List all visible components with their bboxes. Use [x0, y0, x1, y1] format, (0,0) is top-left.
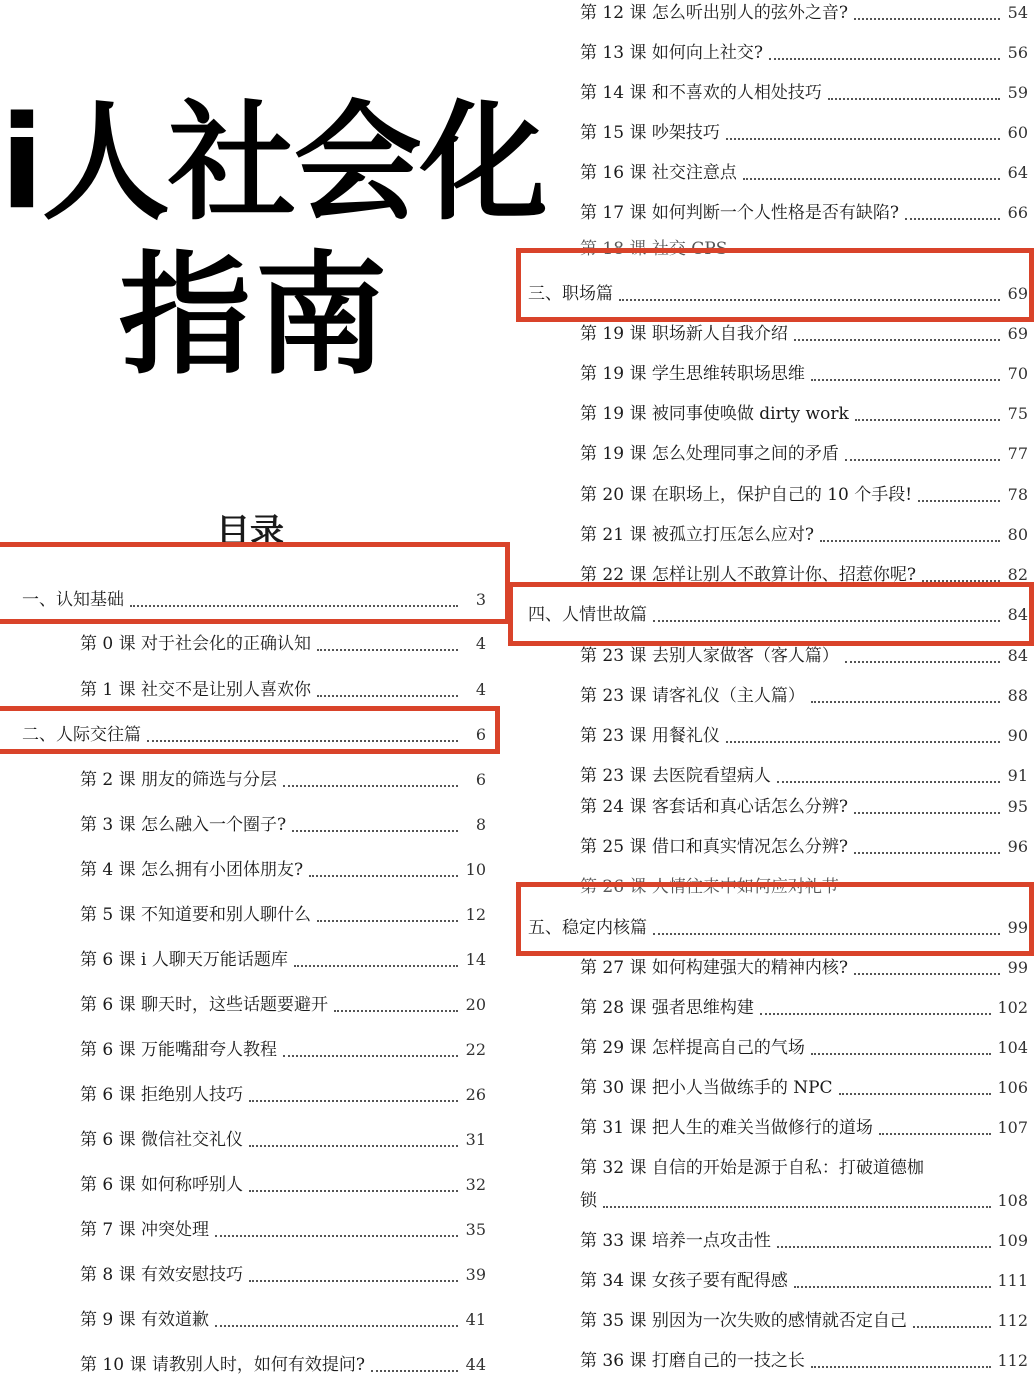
- entry-page: 109: [997, 1231, 1028, 1250]
- entry-title: 第 6 课 万能嘴甜夸人教程: [80, 1040, 278, 1060]
- entry-page: 35: [465, 1220, 486, 1239]
- leader-dots: [249, 1099, 458, 1102]
- leader-dots: [371, 1369, 458, 1372]
- leader-dots: [603, 1205, 991, 1208]
- entry-page: 66: [1007, 203, 1028, 222]
- highlight-frame: [516, 882, 1034, 956]
- toc-entry: [80, 631, 486, 655]
- entry-page: 8: [475, 815, 486, 834]
- toc-entry: [80, 1127, 486, 1151]
- toc-entry: [80, 992, 486, 1016]
- highlight-frame: [0, 542, 510, 624]
- entry-page: 69: [1007, 284, 1028, 303]
- entry-page: 82: [1007, 565, 1028, 584]
- toc-entry: [580, 1308, 1028, 1332]
- entry-page: 3: [475, 590, 486, 609]
- entry-page: 41: [465, 1310, 486, 1329]
- leader-dots: [845, 458, 1000, 461]
- leader-dots: [215, 1324, 458, 1327]
- entry-page: 22: [465, 1040, 486, 1059]
- toc-entry: [580, 401, 1028, 425]
- toc-entry: [580, 40, 1028, 64]
- entry-page: 84: [1007, 605, 1028, 624]
- highlight-frame: [508, 582, 1034, 646]
- toc-entry: [580, 995, 1028, 1019]
- title-line-2: 指南: [119, 239, 391, 393]
- toc-entry: [580, 200, 1028, 224]
- entry-title: 第 36 课 打磨自己的一技之长: [580, 1351, 805, 1371]
- leader-dots: [283, 1054, 458, 1057]
- entry-title: 四、人情世故篇: [528, 605, 647, 625]
- leader-dots: [918, 499, 1000, 502]
- leader-dots: [317, 648, 458, 651]
- toc-entry: [580, 763, 1028, 787]
- entry-title: 第 34 课 女孩子要有配得感: [580, 1271, 788, 1291]
- entry-page: 96: [1007, 837, 1028, 856]
- leader-dots: [820, 539, 1000, 542]
- entry-title: 第 23 课 去医院看望病人: [580, 766, 771, 786]
- entry-title: 第 29 课 怎样提高自己的气场: [580, 1038, 805, 1058]
- entry-page: 99: [1007, 958, 1028, 977]
- leader-dots: [811, 700, 1000, 703]
- entry-page: 104: [997, 1038, 1028, 1057]
- entry-title: 第 23 课 请客礼仪（主人篇）: [580, 686, 805, 706]
- entry-title: 一、认知基础: [22, 590, 124, 610]
- leader-dots: [769, 57, 1000, 60]
- entry-title: 第 3 课 怎么融入一个圈子?: [80, 815, 287, 835]
- toc-entry: [580, 1155, 1028, 1179]
- toc-entry: [580, 120, 1028, 144]
- entry-page: 99: [1007, 918, 1028, 937]
- leader-dots: [854, 811, 1000, 814]
- leader-dots: [855, 418, 1000, 421]
- toc-entry: [580, 794, 1028, 818]
- entry-title: 五、稳定内核篇: [528, 918, 647, 938]
- entry-page: 54: [1007, 3, 1028, 22]
- leader-dots: [828, 97, 1000, 100]
- entry-page: 4: [475, 680, 486, 699]
- toc-entry: [580, 1115, 1028, 1139]
- leader-dots: [249, 1279, 458, 1282]
- entry-title: 第 31 课 把人生的难关当做修行的道场: [580, 1118, 873, 1138]
- entry-page: 90: [1007, 726, 1028, 745]
- leader-dots: [879, 1132, 992, 1135]
- toc-entry: [580, 1268, 1028, 1292]
- leader-dots: [294, 964, 458, 967]
- entry-page: 106: [997, 1078, 1028, 1097]
- entry-page: 31: [465, 1130, 486, 1149]
- entry-title: 第 6 课 如何称呼别人: [80, 1175, 244, 1195]
- toc-entry: [580, 683, 1028, 707]
- entry-page: 20: [465, 995, 486, 1014]
- entry-title: 第 35 课 别因为一次失败的感情就否定自己: [580, 1311, 907, 1331]
- entry-page: 107: [997, 1118, 1028, 1137]
- toc-entry: [580, 361, 1028, 385]
- leader-dots: [215, 1234, 458, 1237]
- partial-row: 第 26 课 人情往来中如何应对礼节: [580, 877, 839, 897]
- leader-dots: [854, 17, 1000, 20]
- entry-title: 第 4 课 怎么拥有小团体朋友?: [80, 860, 304, 880]
- toc-entry: [80, 1352, 486, 1376]
- leader-dots: [317, 919, 458, 922]
- entry-page: 75: [1007, 404, 1028, 423]
- entry-title: 第 1 课 社交不是让别人喜欢你: [80, 680, 312, 700]
- leader-dots: [811, 1052, 992, 1055]
- entry-page: 44: [465, 1355, 486, 1374]
- leader-dots: [794, 338, 1000, 341]
- toc-entry: [80, 1172, 486, 1196]
- entry-page: 4: [475, 634, 486, 653]
- toc-entry: [80, 1037, 486, 1061]
- entry-title: 第 32 课 自信的开始是源于自私：打破道德枷: [580, 1158, 924, 1178]
- entry-title: 第 19 课 被同事使唤做 dirty work: [580, 404, 849, 424]
- toc-entry: [580, 80, 1028, 104]
- entry-title: 第 17 课 如何判断一个人性格是否有缺陷?: [580, 203, 899, 223]
- entry-page: 59: [1007, 83, 1028, 102]
- toc-entry: [80, 902, 486, 926]
- entry-title: 第 8 课 有效安慰技巧: [80, 1265, 244, 1285]
- entry-page: 12: [465, 905, 486, 924]
- entry-page: 10: [465, 860, 486, 879]
- entry-page: 78: [1007, 485, 1028, 504]
- title-line-1: i人社会化: [0, 89, 546, 238]
- leader-dots: [777, 780, 1000, 783]
- entry-page: 112: [997, 1351, 1028, 1370]
- entry-title: 第 6 课 聊天时，这些话题要避开: [80, 995, 329, 1015]
- entry-title: 第 6 课 微信社交礼仪: [80, 1130, 244, 1150]
- toc-heading: 目录: [216, 512, 284, 552]
- entry-title: 三、职场篇: [528, 284, 613, 304]
- toc-entry: [80, 812, 486, 836]
- entry-page: 6: [475, 725, 486, 744]
- leader-dots: [854, 851, 1000, 854]
- entry-title: 第 19 课 职场新人自我介绍: [580, 324, 788, 344]
- entry-title: 第 14 课 和不喜欢的人相处技巧: [580, 83, 822, 103]
- entry-title: 第 13 课 如何向上社交?: [580, 43, 763, 63]
- toc-entry: [580, 160, 1028, 184]
- entry-page: 102: [997, 998, 1028, 1017]
- leader-dots: [854, 972, 1000, 975]
- entry-title: 第 12 课 怎么听出别人的弦外之音?: [580, 3, 848, 23]
- entry-title: 第 21 课 被孤立打压怎么应对?: [580, 525, 814, 545]
- toc-entry: [80, 1082, 486, 1106]
- toc-entry: [580, 441, 1028, 465]
- entry-title: 第 25 课 借口和真实情况怎么分辨?: [580, 837, 848, 857]
- toc-entry: [580, 0, 1028, 24]
- entry-page: 111: [997, 1271, 1028, 1290]
- leader-dots: [845, 660, 1000, 663]
- entry-title: 第 10 课 请教别人时，如何有效提问?: [80, 1355, 365, 1375]
- leader-dots: [334, 1009, 458, 1012]
- toc-entry: [580, 955, 1028, 979]
- entry-title: 第 19 课 怎么处理同事之间的矛盾: [580, 444, 839, 464]
- toc-entry: [580, 482, 1028, 506]
- entry-page: 39: [465, 1265, 486, 1284]
- entry-title: 第 9 课 有效道歉: [80, 1310, 210, 1330]
- toc-entry: [80, 677, 486, 701]
- toc-entry: [580, 723, 1028, 747]
- leader-dots: [905, 217, 1000, 220]
- entry-title: 第 23 课 去别人家做客（客人篇）: [580, 646, 839, 666]
- entry-page: 112: [997, 1311, 1028, 1330]
- entry-page: 84: [1007, 646, 1028, 665]
- entry-page: 14: [465, 950, 486, 969]
- entry-title: 第 28 课 强者思维构建: [580, 998, 754, 1018]
- book-title: [0, 89, 546, 393]
- leader-dots: [726, 137, 1000, 140]
- toc-entry: [80, 1307, 486, 1331]
- toc-entry: [580, 321, 1028, 345]
- entry-page: 70: [1007, 364, 1028, 383]
- leader-dots: [309, 874, 458, 877]
- entry-title: 第 6 课 拒绝别人技巧: [80, 1085, 244, 1105]
- leader-dots: [913, 1325, 992, 1328]
- leader-dots: [726, 740, 1000, 743]
- toc-entry: [80, 857, 486, 881]
- leader-dots: [777, 1245, 992, 1248]
- entry-page: 64: [1007, 163, 1028, 182]
- toc-entry: [580, 522, 1028, 546]
- leader-dots: [292, 829, 458, 832]
- leader-dots: [839, 1092, 992, 1095]
- toc-entry: [580, 1035, 1028, 1059]
- leader-dots: [249, 1189, 458, 1192]
- toc-entry: [580, 643, 1028, 667]
- entry-title: 第 23 课 用餐礼仪: [580, 726, 720, 746]
- entry-page: 6: [475, 770, 486, 789]
- toc-entry: [80, 767, 486, 791]
- entry-title: 第 27 课 如何构建强大的精神内核?: [580, 958, 848, 978]
- entry-page: 69: [1007, 324, 1028, 343]
- entry-title: 第 19 课 学生思维转职场思维: [580, 364, 805, 384]
- leader-dots: [743, 177, 1000, 180]
- entry-page: 108: [997, 1191, 1028, 1210]
- entry-page: 32: [465, 1175, 486, 1194]
- entry-title: 第 33 课 培养一点攻击性: [580, 1231, 771, 1251]
- leader-dots: [794, 1285, 992, 1288]
- leader-dots: [760, 1012, 992, 1015]
- entry-page: 91: [1007, 766, 1028, 785]
- entry-page: 80: [1007, 525, 1028, 544]
- entry-page: 88: [1007, 686, 1028, 705]
- entry-page: 60: [1007, 123, 1028, 142]
- entry-page: 77: [1007, 444, 1028, 463]
- entry-page: 56: [1007, 43, 1028, 62]
- leader-dots: [811, 1365, 992, 1368]
- entry-title: 第 22 课 怎样让别人不敢算计你、招惹你呢?: [580, 565, 916, 585]
- toc-entry: [580, 834, 1028, 858]
- entry-title: 第 0 课 对于社会化的正确认知: [80, 634, 312, 654]
- toc-entry: [80, 947, 486, 971]
- partial-row: 第 18 课 社交 CPS: [580, 239, 728, 259]
- entry-page: 26: [465, 1085, 486, 1104]
- leader-dots: [249, 1144, 458, 1147]
- entry-title: 第 16 课 社交注意点: [580, 163, 737, 183]
- leader-dots: [317, 694, 458, 697]
- leader-dots: [811, 378, 1000, 381]
- entry-title: 第 24 课 客套话和真心话怎么分辨?: [580, 797, 848, 817]
- toc-entry: [580, 1075, 1028, 1099]
- toc-entry: [580, 1228, 1028, 1252]
- entry-title: 第 30 课 把小人当做练手的 NPC: [580, 1078, 833, 1098]
- highlight-frame: [516, 248, 1034, 322]
- entry-title: 第 15 课 吵架技巧: [580, 123, 720, 143]
- toc-entry: [80, 1217, 486, 1241]
- entry-page: 95: [1007, 797, 1028, 816]
- entry-title: 二、人际交往篇: [22, 725, 141, 745]
- toc-entry: [580, 1188, 1028, 1212]
- entry-title: 锁: [580, 1191, 597, 1211]
- highlight-frame: [0, 706, 500, 754]
- entry-title: 第 7 课 冲突处理: [80, 1220, 210, 1240]
- toc-entry: [80, 1262, 486, 1286]
- leader-dots: [283, 784, 458, 787]
- entry-title: 第 2 课 朋友的筛选与分层: [80, 770, 278, 790]
- entry-title: 第 5 课 不知道要和别人聊什么: [80, 905, 312, 925]
- toc-entry: [580, 1348, 1028, 1372]
- entry-title: 第 20 课 在职场上，保护自己的 10 个手段!: [580, 485, 913, 505]
- entry-title: 第 6 课 i 人聊天万能话题库: [80, 950, 288, 970]
